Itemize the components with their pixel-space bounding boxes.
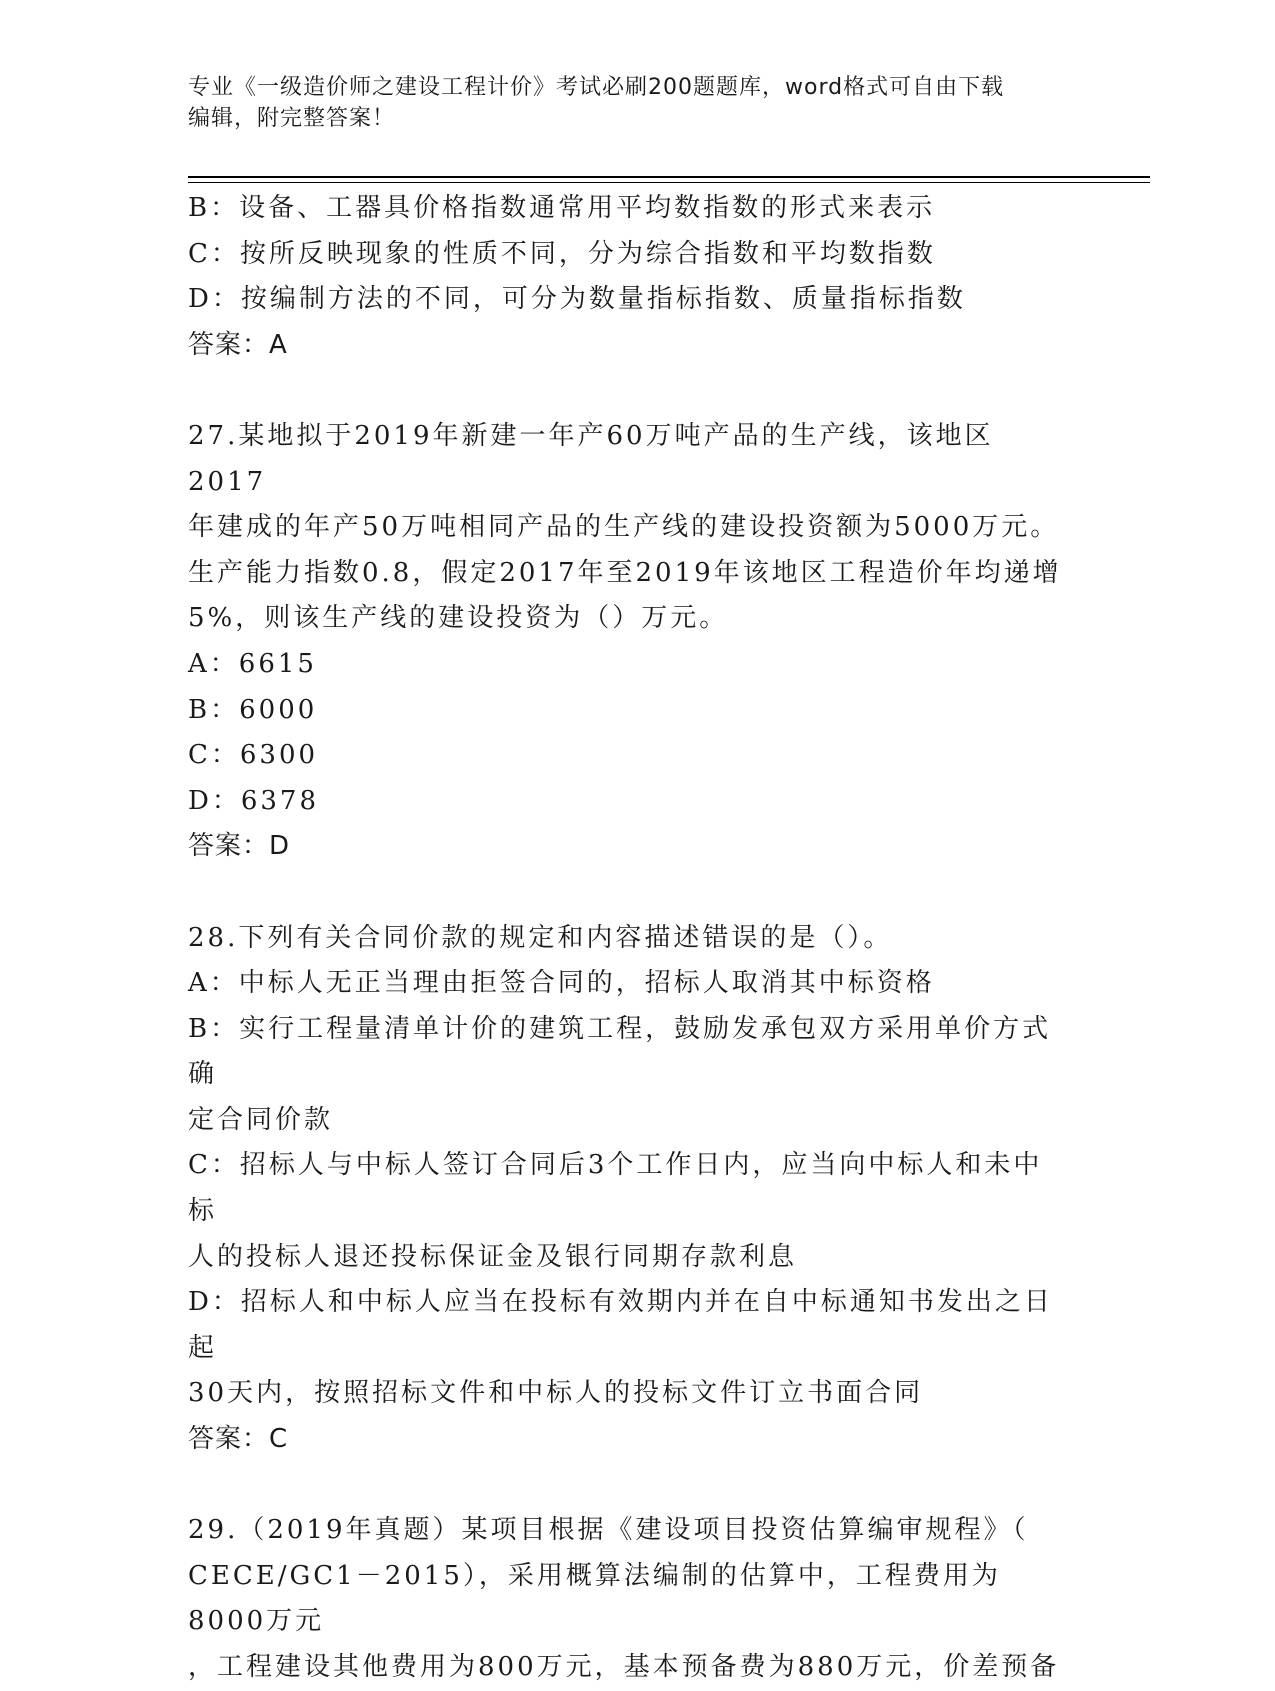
- question-stem: 29.（2019年真题）某项目根据《建设项目投资估算编审规程》（: [188, 1515, 1029, 1546]
- question-26: [188, 186, 1068, 368]
- option-b: B：设备、工器具价格指数通常用平均数指数的形式来表示: [188, 193, 936, 223]
- option-b: B：实行工程量清单计价的建筑工程，鼓励发承包双方采用单价方式确: [188, 1013, 1052, 1090]
- option-c: 人的投标人退还投标保证金及银行同期存款利息: [188, 1241, 798, 1272]
- option-d: D：招标人和中标人应当在投标有效期内并在自中标通知书发出之日起: [188, 1287, 1053, 1363]
- question-27: [188, 414, 1068, 870]
- header-divider: [188, 182, 1150, 183]
- question-stem: 28.下列有关合同价款的规定和内容描述错误的是（）。: [188, 922, 893, 953]
- header-line: 编辑，附完整答案！: [188, 106, 396, 131]
- answer: 答案：A: [188, 329, 288, 360]
- question-stem: 生产能力指数0.8，假定2017年至2019年该地区工程造价年均递增: [188, 557, 1062, 588]
- question-stem: 27.某地拟于2019年新建一年产60万吨产品的生产线，该地区2017: [188, 420, 994, 497]
- question-29: [188, 1508, 1068, 1690]
- option-b: 定合同价款: [188, 1104, 334, 1135]
- question-content: [188, 186, 1068, 1691]
- answer: 答案：D: [188, 831, 291, 862]
- option-a: A：中标人无正当理由拒签合同的，招标人取消其中标资格: [188, 968, 935, 999]
- header-line: 专业《一级造价师之建设工程计价》考试必刷200题题库，word格式可自由下载: [188, 75, 1005, 100]
- question-stem: 年建成的年产50万吨相同产品的生产线的建设投资额为5000万元。: [188, 512, 1060, 543]
- option-c: C：招标人与中标人签订合同后3个工作日内，应当向中标人和未中标: [188, 1150, 1043, 1227]
- answer: 答案：C: [188, 1424, 289, 1455]
- option-d: 30天内，按照招标文件和中标人的投标文件订立书面合同: [188, 1378, 924, 1409]
- option-b: B：6000: [188, 694, 318, 725]
- option-d: D：按编制方法的不同，可分为数量指标指数、质量指标指数: [188, 284, 966, 315]
- option-c: C：6300: [188, 740, 319, 771]
- spacer: [188, 870, 1068, 916]
- spacer: [188, 368, 1068, 414]
- question-stem: 5%，则该生产线的建设投资为（）万元。: [188, 603, 729, 634]
- spacer: [188, 1463, 1068, 1509]
- question-stem: ，工程建设其他费用为800万元，基本预备费为880万元，价差预备: [188, 1652, 1060, 1682]
- question-stem: CECE/GC1－2015），采用概算法编制的估算中，工程费用为8000万元: [188, 1560, 1001, 1637]
- option-c: C：按所反映现象的性质不同，分为综合指数和平均数指数: [188, 238, 936, 269]
- header-divider: [188, 176, 1150, 178]
- question-28: [188, 916, 1068, 1463]
- document-header: [188, 72, 1088, 134]
- option-a: A：6615: [188, 648, 317, 679]
- option-d: D：6378: [188, 785, 320, 816]
